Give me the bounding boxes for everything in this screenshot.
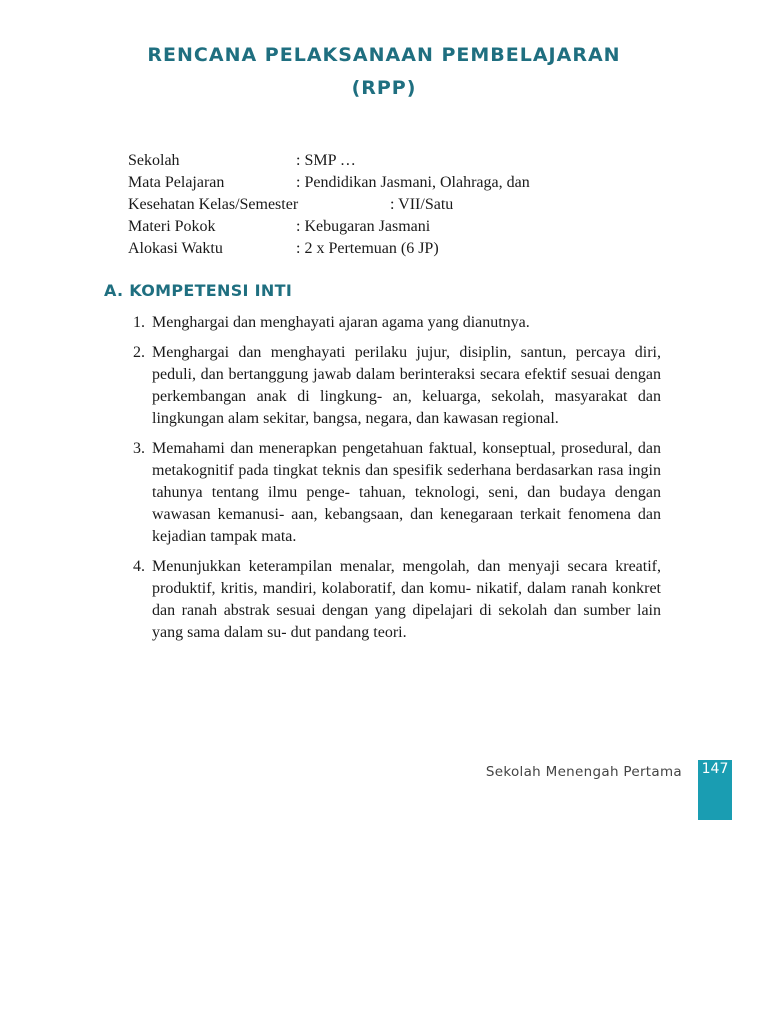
info-value: : Pendidikan Jasmani, Olahraga, dan <box>296 174 530 191</box>
list-item-number: 1. <box>133 314 145 331</box>
list-item-text: Menghargai dan menghayati perilaku jujur, disiplin, santun, percaya diri, peduli, dan bertanggung jawab dalam berinteraksi secara efektif sesuai dengan perkembangan anak di lingkung- an, keluarga, sekolah, masyarakat dan lingkungan alam sekitar, bangsa, negara, dan kawasan regional. <box>152 344 661 427</box>
list-item-number: 3. <box>133 440 145 457</box>
footer-text: Sekolah Menengah Pertama <box>485 764 682 780</box>
document-title: RENCANA PELAKSANAAN PEMBELAJARAN <box>147 44 621 66</box>
kompetensi-list <box>133 312 661 652</box>
info-label: Sekolah <box>128 152 180 169</box>
list-item-number: 2. <box>133 344 145 361</box>
list-item <box>133 312 661 334</box>
section-heading: A. KOMPETENSI INTI <box>104 281 293 300</box>
list-item-number: 4. <box>133 558 145 575</box>
list-item <box>133 556 661 644</box>
list-item <box>133 342 661 430</box>
document-subtitle: (RPP) <box>351 77 417 99</box>
list-item-text: Menghargai dan menghayati ajaran agama yang dianutnya. <box>152 314 530 331</box>
info-label: Alokasi Waktu <box>128 240 223 257</box>
list-item-text: Memahami dan menerapkan pengetahuan faktual, konseptual, prosedural, dan metakognitif pada tingkat teknis dan spesifik sederhana berdasarkan rasa ingin tahunya tentang ilmu penge- tahuan, teknologi, seni, dan budaya dengan wawasan kemanusi- aan, kebangsaan, dan kenegaraan terkait fenomena dan kejadian tampak mata. <box>152 440 661 545</box>
info-label: Kesehatan Kelas/Semester <box>128 196 299 213</box>
info-value: : 2 x Pertemuan (6 JP) <box>296 240 439 257</box>
info-value: : Kebugaran Jasmani <box>296 218 431 235</box>
info-label: Mata Pelajaran <box>128 174 225 191</box>
list-item-text: Menunjukkan keterampilan menalar, mengolah, dan menyaji secara kreatif, produktif, kritis, mandiri, kolaboratif, dan komu- nikatif, dalam ranah konkret dan ranah abstrak sesuai dengan yang dipelajari di sekolah dan sumber lain yang sama dalam su- dut pandang teori. <box>152 558 661 641</box>
page-number: 147 <box>701 761 729 777</box>
info-value: : VII/Satu <box>390 196 454 213</box>
page-number-tab <box>698 760 732 820</box>
info-label: Materi Pokok <box>128 218 216 235</box>
list-item <box>133 438 661 548</box>
info-value: : SMP … <box>296 152 356 169</box>
